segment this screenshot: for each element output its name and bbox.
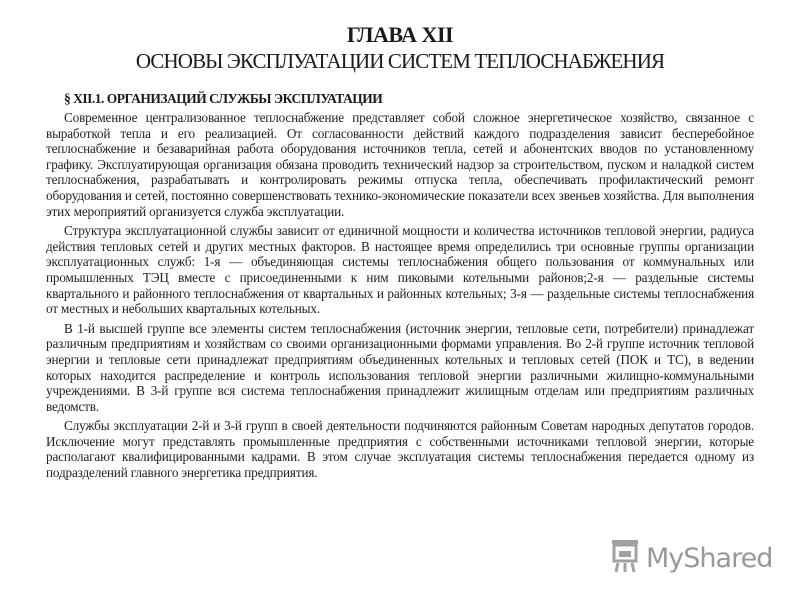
paragraph-services: Службы эксплуатации 2-й и 3-й групп в своей деятельности подчиняются районным Советам народных депутатов городов. Исключение могут представлять промышленные предприятия с собственными источниками тепловой энергии, которые располагают квалифицированными кадрами. В этом случае эксплуатация системы теплоснабжения передается одному из подразделений главного энергетика предприятия. [46, 418, 754, 481]
watermark [610, 538, 772, 579]
paragraph-groups: В 1-й высшей группе все элементы систем теплоснабжения (источник энергии, тепловые сети, потребители) принадлежат различным предприятиям и хозяйствам со своими организационными формами управления. Во 2-й группе источник тепловой энергии и тепловые сети принадлежат предприятиям объединенных котельных и тепловых сетей (ПОК и ТС), в ведении которых находится распределение и контроль использования тепловой энергии различными жилищно-коммунальными учреждениями. В 3-й группе вся система теплоснабжения принадлежит жилищным отделам или предприятиям различных ведомств. [46, 320, 754, 414]
paragraph-structure: Структура эксплуатационной службы зависит от единичной мощности и количества источников тепловой энергии, радиуса действия тепловых сетей и других местных факторов. В настоящее время определились три основные группы организации эксплуатационных служб: 1-я — объединяющая системы теплоснабжения общего пользования от коммунальных или промышленных ТЭЦ вместе с присоединенными к ним пиковыми котельными районов;2-я — раздельные системы квартального и районного теплоснабжения от квартальных и районных котельных; 3-я — раздельные системы теплоснабжения от местных и небольших квартальных котельных. [46, 223, 754, 317]
section-heading: § XII.1. ОРГАНИЗАЦИЙ СЛУЖБЫ ЭКСПЛУАТАЦИИ [64, 91, 383, 106]
chapter-title: ГЛАВА XII [346, 22, 454, 47]
paragraph-organization: Современное централизованное теплоснабжение представляет собой сложное энергетическое хозяйство, связанное с выработкой тепла и его реализацией. От согласованности действий каждого подразделения зависит бесперебойное теплоснабжение и безаварийная работа оборудования источников тепла, сетей и абонентских вводов по установленному графику. Эксплуатирующая организация обязана проводить технический надзор за строительством, пуском и наладкой систем теплоснабжения, разрабатывать и контролировать режимы отпуска тепла, обеспечивать профилактический ремонт оборудования и сетей, постоянно совершенствовать технико-экономические показатели всех звеньев хозяйства. Для выполнения этих мероприятий организуется служба эксплуатации. [46, 110, 754, 219]
presentation-board-icon [610, 538, 640, 579]
watermark-text: MyShared [646, 543, 773, 574]
chapter-subtitle: ОСНОВЫ ЭКСПЛУАТАЦИИ СИСТЕМ ТЕПЛОСНАБЖЕНИЯ [135, 49, 665, 73]
body-text [46, 110, 754, 485]
